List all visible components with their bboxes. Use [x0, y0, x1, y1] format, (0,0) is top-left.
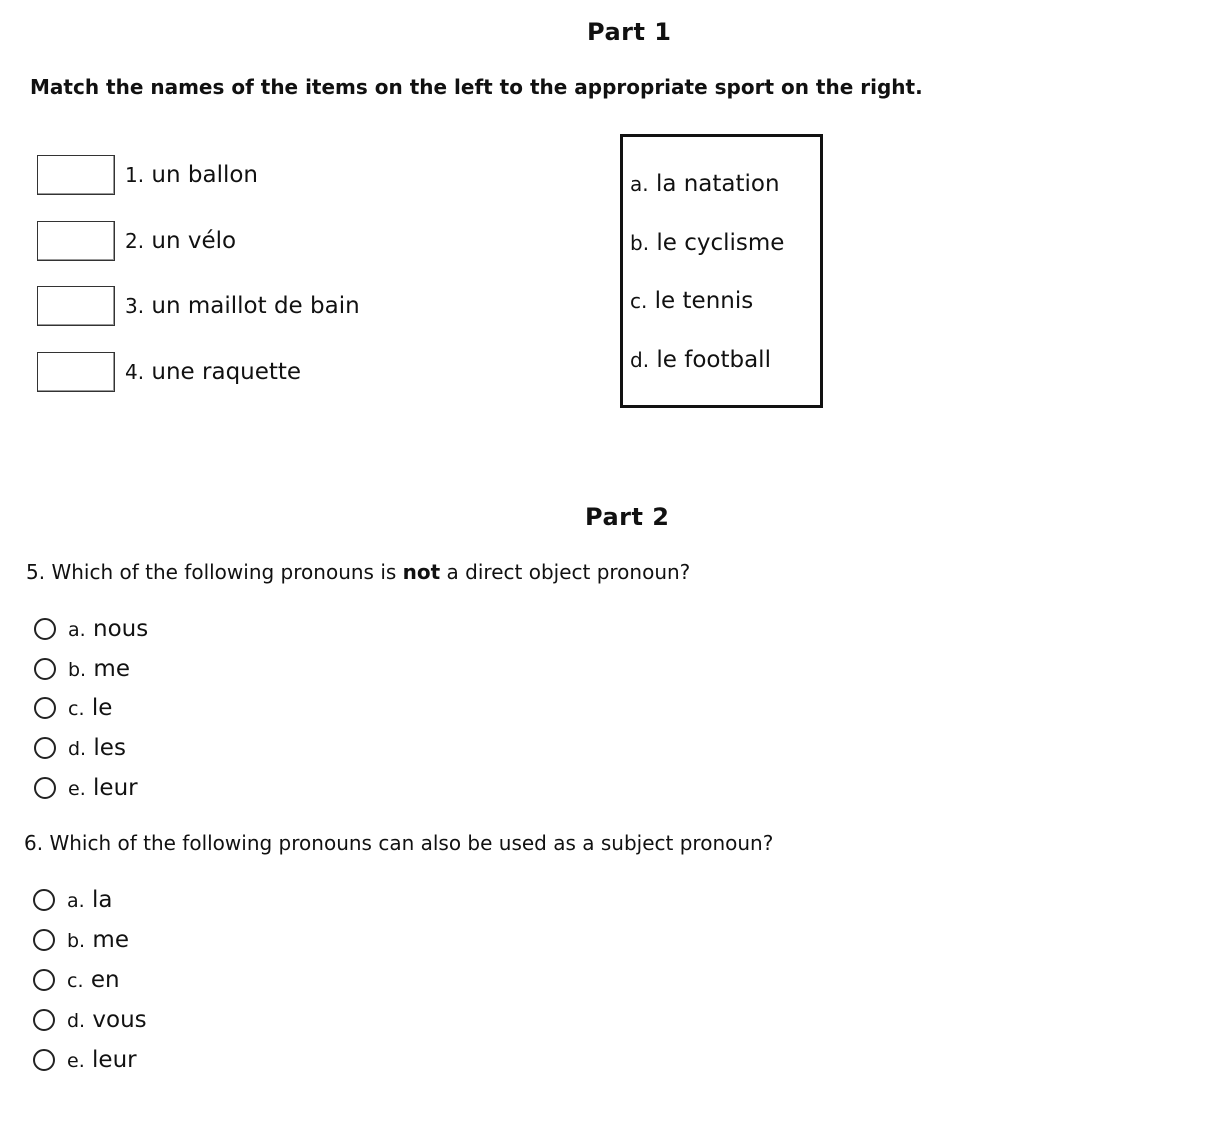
radio-button[interactable]	[33, 929, 55, 951]
option-letter: a.	[67, 890, 85, 912]
match-item-text: un maillot de bain	[151, 293, 360, 319]
part1-title: Part 1	[587, 18, 672, 46]
q5-option-e[interactable]	[34, 773, 138, 803]
question-6: 6. Which of the following pronouns can also be used as a subject pronoun?	[24, 831, 774, 855]
match-item-1	[125, 162, 258, 188]
match-item-2	[125, 228, 236, 254]
option-text: vous	[92, 1007, 147, 1033]
option-label	[67, 1047, 137, 1073]
radio-button[interactable]	[34, 737, 56, 759]
option-letter: b.	[67, 930, 86, 952]
part1-instructions: Match the names of the items on the left to the appropriate sport on the right.	[30, 75, 923, 99]
match-row-1	[37, 153, 258, 197]
radio-button[interactable]	[33, 1049, 55, 1071]
radio-button[interactable]	[34, 618, 56, 640]
q6-option-a[interactable]	[33, 885, 112, 915]
option-label	[68, 775, 138, 801]
answer-box-2[interactable]	[37, 221, 115, 261]
match-row-4	[37, 350, 301, 394]
q6-option-d[interactable]	[33, 1005, 147, 1035]
match-item-3	[125, 293, 360, 319]
option-text: me	[93, 656, 130, 682]
option-letter: a.	[68, 619, 86, 641]
radio-button[interactable]	[33, 889, 55, 911]
sport-text: le football	[656, 347, 771, 373]
match-item-text: une raquette	[151, 359, 302, 385]
option-label	[67, 967, 120, 993]
radio-button[interactable]	[34, 658, 56, 680]
match-item-4	[125, 359, 301, 385]
sport-text: le tennis	[654, 288, 754, 314]
option-text: leur	[92, 1047, 137, 1073]
sport-item-a	[630, 171, 780, 197]
match-row-3	[37, 284, 360, 328]
q6-option-c[interactable]	[33, 965, 120, 995]
q5-option-c[interactable]	[34, 693, 112, 723]
option-label	[68, 735, 126, 761]
sport-item-b	[630, 230, 784, 256]
answer-box-4[interactable]	[37, 352, 115, 392]
option-letter: d.	[67, 1010, 86, 1032]
option-label	[67, 927, 129, 953]
option-label	[67, 1007, 147, 1033]
option-letter: d.	[68, 738, 87, 760]
option-text: me	[92, 927, 129, 953]
match-item-number: 1.	[125, 163, 145, 187]
q5-option-d[interactable]	[34, 733, 126, 763]
question-5	[26, 560, 690, 584]
q5-option-a[interactable]	[34, 614, 148, 644]
answer-box-1[interactable]	[37, 155, 115, 195]
match-item-number: 2.	[125, 229, 145, 253]
option-label	[67, 887, 112, 913]
answer-box-3[interactable]	[37, 286, 115, 326]
sport-letter: d.	[630, 348, 650, 372]
q6-option-e[interactable]	[33, 1045, 137, 1075]
option-letter: b.	[68, 659, 87, 681]
option-letter: c.	[68, 698, 85, 720]
option-letter: e.	[67, 1050, 85, 1072]
part2-title: Part 2	[585, 503, 670, 531]
sport-letter: c.	[630, 289, 648, 313]
option-text: nous	[93, 616, 149, 642]
sport-text: le cyclisme	[656, 230, 785, 256]
q5-option-b[interactable]	[34, 654, 130, 684]
option-text: le	[91, 695, 113, 721]
match-row-2	[37, 219, 236, 263]
match-item-number: 3.	[125, 294, 145, 318]
radio-button[interactable]	[34, 697, 56, 719]
match-item-text: un ballon	[151, 162, 258, 188]
option-label	[68, 695, 112, 721]
option-text: les	[93, 735, 126, 761]
sport-list-box	[620, 134, 823, 408]
q6-option-b[interactable]	[33, 925, 129, 955]
radio-button[interactable]	[33, 969, 55, 991]
option-text: la	[92, 887, 113, 913]
match-item-number: 4.	[125, 360, 145, 384]
option-text: leur	[93, 775, 138, 801]
option-letter: e.	[68, 778, 86, 800]
option-letter: c.	[67, 970, 84, 992]
sport-letter: a.	[630, 172, 649, 196]
question-5-emphasis: not	[402, 560, 441, 584]
sport-item-c	[630, 288, 753, 314]
sport-letter: b.	[630, 231, 650, 255]
match-item-text: un vélo	[151, 228, 237, 254]
option-label	[68, 616, 148, 642]
question-5-prefix: 5. Which of the following pronouns is	[26, 560, 403, 584]
sport-item-d	[630, 347, 771, 373]
radio-button[interactable]	[34, 777, 56, 799]
option-text: en	[90, 967, 120, 993]
question-5-suffix: a direct object pronoun?	[440, 560, 691, 584]
option-label	[68, 656, 130, 682]
radio-button[interactable]	[33, 1009, 55, 1031]
sport-text: la natation	[655, 171, 780, 197]
